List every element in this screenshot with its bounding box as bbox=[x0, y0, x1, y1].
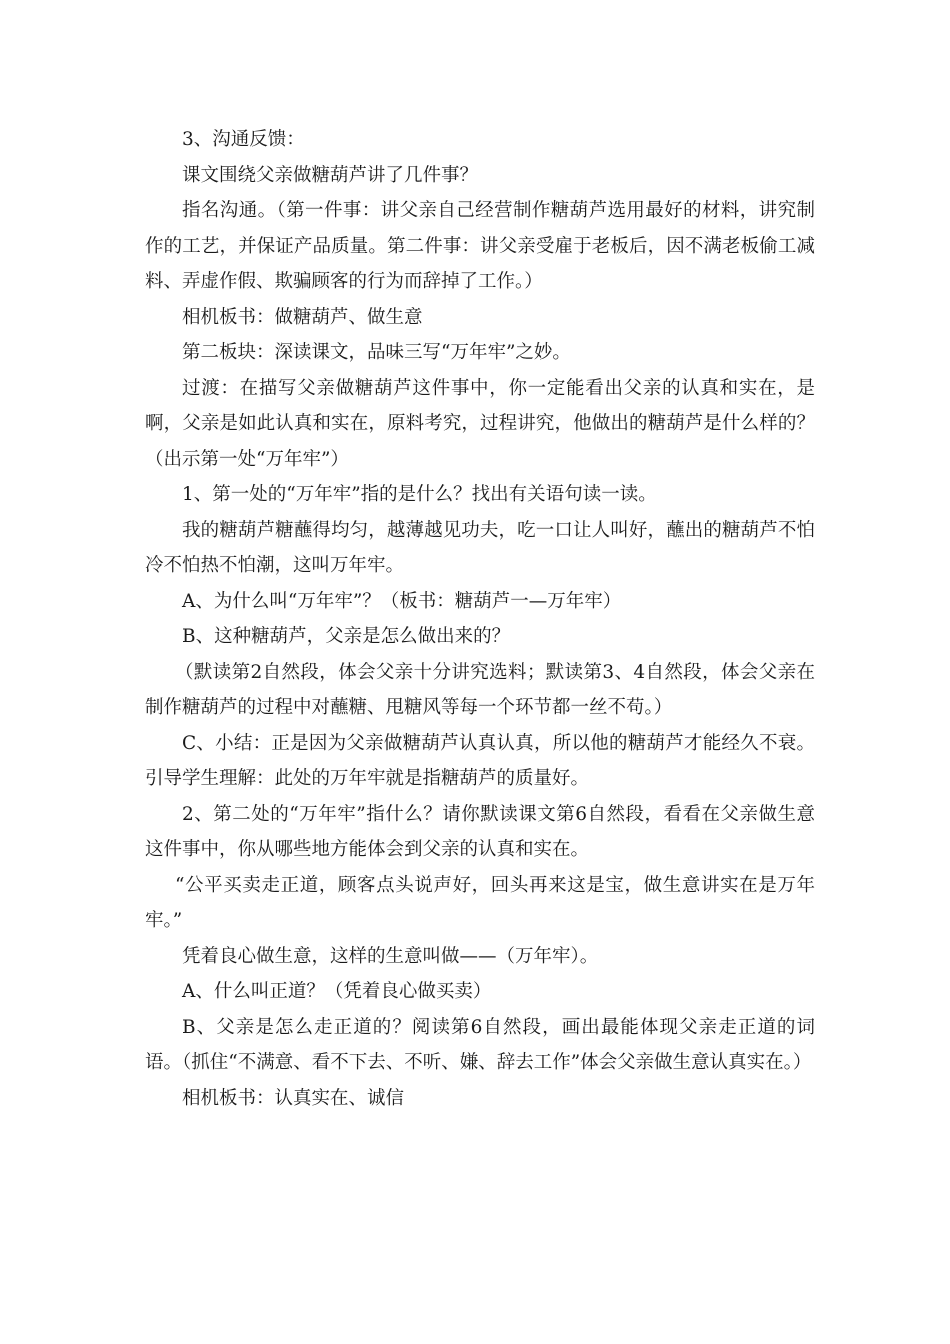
paragraph-point1-a: A、为什么叫“万年牢”？（板书：糖葫芦一—万年牢） bbox=[182, 590, 622, 612]
paragraph-step3-heading: 3、沟通反馈： bbox=[182, 129, 305, 150]
paragraph-point1-b: B、这种糖葫芦，父亲是怎么做出来的？ bbox=[182, 626, 511, 647]
paragraph-question-events: 课文围绕父亲做糖葫芦讲了几件事？ bbox=[182, 164, 479, 186]
paragraph-point1-question: 1、第一处的“万年牢”指的是什么？找出有关语句读一读。 bbox=[182, 484, 657, 505]
paragraph-point2-b: B、父亲是怎么走正道的？阅读第6自然段，画出最能体现父亲走正道的词语。（抓住“不满意、看不下去、不听、嫌、辞去工作”体会父亲做生意认真实在。） bbox=[145, 1016, 815, 1073]
paragraph-transition: 过渡：在描写父亲做糖葫芦这件事中，你一定能看出父亲的认真和实在，是啊，父亲是如此认真和实在，原料考究，过程讲究，他做出的糖葫芦是什么样的？（出示第一处“万年牢”） bbox=[145, 377, 815, 470]
paragraph-answer-events: 指名沟通。（第一件事：讲父亲自己经营制作糖葫芦选用最好的材料，讲究制作的工艺，并保证产品质量。第二件事：讲父亲受雇于老板后，因不满老板偷工减料、弄虚作假、欺骗顾客的行为而辞掉了工作。） bbox=[145, 200, 815, 292]
paragraph-point2-quote: “公平买卖走正道，顾客点头说声好，回头再来这是宝，做生意讲实在是万年牢。” bbox=[145, 874, 815, 931]
paragraph-point1-b-answer: （默读第2自然段，体会父亲十分讲究选料；默读第3、4自然段，体会父亲在制作糖葫芦的过程中对蘸糖、甩糖风等每一个环节都一丝不苟。） bbox=[145, 661, 815, 718]
paragraph-point2-question: 2、第二处的“万年牢”指什么？请你默读课文第6自然段，看看在父亲做生意这件事中，你从哪些地方能体会到父亲的认真和实在。 bbox=[145, 803, 815, 860]
document-body bbox=[145, 122, 815, 1116]
paragraph-board-note-1: 相机板书：做糖葫芦、做生意 bbox=[182, 306, 423, 328]
paragraph-point1-c: C、小结：正是因为父亲做糖葫芦认真认真，所以他的糖葫芦才能经久不衰。引导学生理解：此处的万年牢就是指糖葫芦的质量好。 bbox=[145, 732, 815, 789]
paragraph-point2-a: A、什么叫正道？（凭着良心做买卖） bbox=[182, 981, 492, 1002]
paragraph-board-note-2: 相机板书：认真实在、诚信 bbox=[182, 1087, 405, 1109]
paragraph-section2-heading: 第二板块：深读课文，品味三写“万年牢”之妙。 bbox=[182, 342, 571, 363]
paragraph-point1-quote: 我的糖葫芦糖蘸得均匀，越薄越见功夫，吃一口让人叫好，蘸出的糖葫芦不怕冷不怕热不怕潮，这叫万年牢。 bbox=[145, 519, 815, 576]
paragraph-point2-conscience: 凭着良心做生意，这样的生意叫做——（万年牢）。 bbox=[182, 945, 599, 967]
